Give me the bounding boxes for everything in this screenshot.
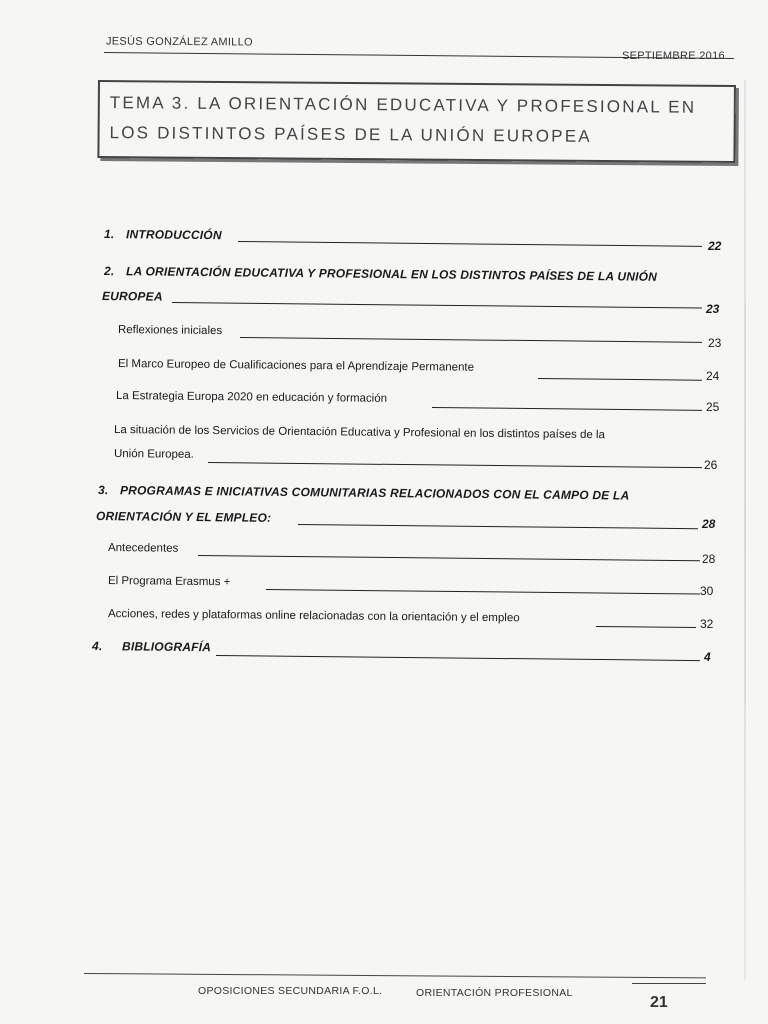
chapter-title-line-1: TEMA 3. LA ORIENTACIÓN EDUCATIVA Y PROFESIONAL EN [109,93,697,117]
chapter-title-line-2: LOS DISTINTOS PAÍSES DE LA UNIÓN EUROPEA [109,123,592,146]
footer-left-text: OPOSICIONES SECUNDARIA F.O.L. [198,985,383,997]
toc-entry-text: BIBLIOGRAFÍA [121,639,212,655]
toc-page-number: 23 [708,336,722,350]
toc-leader-line [240,337,702,343]
toc-entry-marco-europeo: El Marco Europeo de Cualificaciones para el Aprendizaje Permanente [117,358,475,374]
toc-leader-line [172,302,702,309]
toc-page-number: 22 [708,239,722,253]
toc-entry-bibliografia [92,638,211,655]
toc-entry-orientacion-ue [104,263,657,285]
toc-entry-introduccion [104,226,222,243]
toc-entry-reflexiones: Reflexiones iniciales [117,324,223,338]
toc-page-number: 28 [702,517,716,531]
toc-entry-erasmus: El Programa Erasmus + [107,575,231,589]
toc-entry-situacion-servicios: La situación de los Servicios de Orientación Educativa y Profesional en los distintos países de la [113,424,605,442]
toc-entry-number: 4. [91,639,103,654]
footer-right-text: ORIENTACIÓN PROFESIONAL [416,987,573,999]
toc-entry-text: INTRODUCCIÓN [125,227,222,243]
header-author: JESÚS GONZÁLEZ AMILLO [105,35,253,49]
toc-entry-acciones-redes: Acciones, redes y plataformas online relacionadas con la orientación y el empleo [107,608,520,625]
toc-entry-number: 2. [103,264,115,279]
header-date: SEPTIEMBRE 2016 [622,50,725,62]
toc-page-number: 30 [700,584,714,598]
toc-page-number: 4 [704,650,711,664]
toc-page-number: 24 [706,369,720,383]
toc-leader-line [266,589,700,595]
toc-leader-line [538,378,702,381]
toc-leader-line [238,241,702,247]
toc-page-number: 26 [704,458,718,472]
toc-entry-number: 1. [103,227,115,242]
toc-leader-line [208,462,702,468]
toc-entry-text: PROGRAMAS E INICIATIVAS COMUNITARIAS RELACIONADOS CON EL CAMPO DE LA [119,483,630,503]
toc-entry-text: LA ORIENTACIÓN EDUCATIVA Y PROFESIONAL EN LOS DISTINTOS PAÍSES DE LA UNIÓN [125,264,658,284]
toc-leader-line [596,626,696,628]
toc-leader-line [198,555,700,561]
toc-leader-line [432,407,702,411]
toc-page-number: 23 [706,302,720,316]
toc-entry-continuation: ORIENTACIÓN Y EL EMPLEO: [95,509,272,525]
page-number: 21 [650,994,668,1011]
toc-page-number: 25 [706,400,720,414]
toc-entry-programas [98,482,630,504]
toc-leader-line [298,524,698,529]
footer-divider-short [632,983,706,984]
toc-entry-continuation: Unión Europea. [113,448,194,461]
toc-page-number: 32 [700,617,714,631]
toc-entry-continuation: EUROPEA [101,289,163,304]
toc-entry-estrategia-2020: La Estrategia Europa 2020 en educación y formación [115,390,388,405]
toc-entry-number: 3. [97,483,109,498]
toc-entry-antecedentes: Antecedentes [107,542,179,555]
toc-page-number: 28 [702,552,716,566]
toc-leader-line [216,655,700,661]
